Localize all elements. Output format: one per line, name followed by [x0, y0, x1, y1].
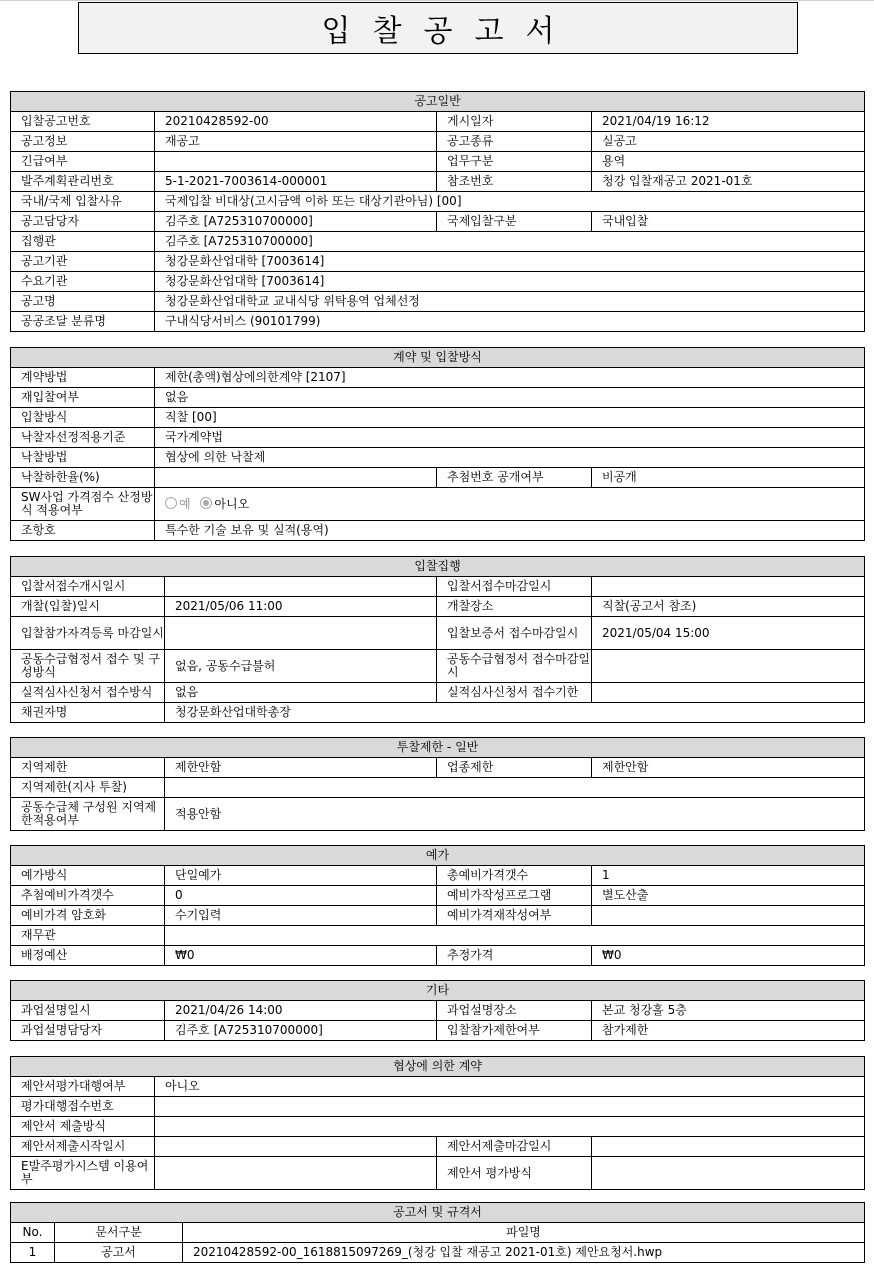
finance-officer — [165, 926, 865, 946]
field-label: 재무관 — [11, 926, 165, 946]
award-method: 협상에 의한 낙찰제 — [155, 448, 865, 468]
field-label: 공공조달 분류명 — [11, 312, 155, 332]
sw-yes-label: 예 — [179, 497, 191, 511]
field-label: 지역제한 — [11, 758, 165, 778]
review-deadline — [592, 683, 865, 703]
budget-table — [10, 845, 865, 966]
field-label: 과업설명담당자 — [11, 1021, 165, 1041]
bond-deadline: 2021/05/04 15:00 — [592, 617, 865, 650]
field-label: 낙찰방법 — [11, 448, 155, 468]
region-restriction: 제한안함 — [165, 758, 437, 778]
field-label: 입찰보증서 접수마감일시 — [437, 617, 592, 650]
agent-number — [155, 1097, 865, 1117]
field-label: 실적심사신청서 접수방식 — [11, 683, 165, 703]
files-table — [10, 1202, 865, 1263]
briefing-datetime: 2021/04/26 14:00 — [165, 1001, 437, 1021]
field-label: 입찰방식 — [11, 408, 155, 428]
joint-deadline — [592, 650, 865, 683]
demand-agency: 청강문화산업대학 [7003614] — [155, 272, 865, 292]
joint-method: 없음, 공동수급불허 — [165, 650, 437, 683]
section-header: 공고서 및 규격서 — [11, 1203, 865, 1223]
section-general — [10, 91, 864, 332]
field-label: 과업설명일시 — [11, 1001, 165, 1021]
field-label: E발주평가시스템 이용여부 — [11, 1157, 155, 1190]
field-label: 추첨번호 공개여부 — [437, 468, 592, 488]
contract-method: 제한(총액)협상에의한계약 [2107] — [155, 368, 865, 388]
file-name-link[interactable]: 20210428592-00_1618815097269_(청강 입찰 재공고 2021-01호) 제안요청서.hwp — [183, 1243, 865, 1263]
industry-restriction: 제한안함 — [592, 758, 865, 778]
price-method: 단일예가 — [165, 866, 437, 886]
field-label: 공고담당자 — [11, 212, 155, 232]
field-label: 게시일자 — [437, 112, 592, 132]
qualification-deadline — [165, 617, 437, 650]
receipt-end — [592, 577, 865, 597]
reference-number: 청강 입찰재공고 2021-01호 — [592, 172, 865, 192]
work-type: 용역 — [592, 152, 865, 172]
file-no: 1 — [11, 1243, 55, 1263]
price-program: 별도산출 — [592, 886, 865, 906]
contract-table — [10, 347, 865, 541]
submit-start — [155, 1137, 437, 1157]
field-label: 공동수급체 구성원 지역제한적용여부 — [11, 798, 165, 831]
field-label: 평가대행접수번호 — [11, 1097, 155, 1117]
field-label: 조항호 — [11, 521, 155, 541]
field-label: 개찰장소 — [437, 597, 592, 617]
field-label: 공고기관 — [11, 252, 155, 272]
field-label: 지역제한(지사 투찰) — [11, 778, 165, 798]
field-label: 입찰참가제한여부 — [437, 1021, 592, 1041]
draw-open: 비공개 — [592, 468, 865, 488]
eval-agent: 아니오 — [155, 1077, 865, 1097]
field-label: 발주계획관리번호 — [11, 172, 155, 192]
notice-info: 재공고 — [155, 132, 437, 152]
field-label: 제안서평가대행여부 — [11, 1077, 155, 1097]
field-label: 공고종류 — [437, 132, 592, 152]
section-header: 예가 — [11, 846, 865, 866]
plan-number: 5-1-2021-7003614-000001 — [155, 172, 437, 192]
notice-number: 20210428592-00 — [155, 112, 437, 132]
field-label: 업무구분 — [437, 152, 592, 172]
price-rewrite — [592, 906, 865, 926]
table-row — [11, 1243, 865, 1263]
field-label: 예가방식 — [11, 866, 165, 886]
page-title: 입찰공고서 — [321, 14, 577, 49]
field-label: 집행관 — [11, 232, 155, 252]
section-contract — [10, 347, 864, 541]
section-files — [10, 1202, 864, 1263]
notice-agency: 청강문화산업대학 [7003614] — [155, 252, 865, 272]
field-label: 제안서 제출방식 — [11, 1117, 155, 1137]
estimated-price: ₩0 — [592, 946, 865, 966]
field-label: 제안서 평가방식 — [437, 1157, 592, 1190]
field-label: 업종제한 — [437, 758, 592, 778]
total-count: 1 — [592, 866, 865, 886]
allocated-budget: ₩0 — [165, 946, 437, 966]
section-header: 기타 — [11, 981, 865, 1001]
post-date: 2021/04/19 16:12 — [592, 112, 865, 132]
section-execution — [10, 556, 864, 723]
column-header: 문서구분 — [55, 1223, 183, 1243]
file-type: 공고서 — [55, 1243, 183, 1263]
price-encryption: 수기입력 — [165, 906, 437, 926]
submit-end — [592, 1137, 865, 1157]
field-label: 국내/국제 입찰사유 — [11, 192, 155, 212]
field-label: 예비가격재작성여부 — [437, 906, 592, 926]
executor: 김주호 [A725310700000] — [155, 232, 865, 252]
eval-method — [592, 1157, 865, 1190]
intl-reason: 국제입찰 비대상(고시금액 이하 또는 대상기관아님) [00] — [155, 192, 865, 212]
section-header: 공고일반 — [11, 92, 865, 112]
joint-region: 적용안함 — [165, 798, 865, 831]
sw-radio-group — [155, 488, 865, 521]
field-label: 공고정보 — [11, 132, 155, 152]
field-label: 개찰(입찰)일시 — [11, 597, 165, 617]
participation-limit: 참가제한 — [592, 1021, 865, 1041]
field-label: 제안서제출시작일시 — [11, 1137, 155, 1157]
field-label: 추정가격 — [437, 946, 592, 966]
creditor-name: 청강문화산업대학총장 — [165, 703, 865, 723]
field-label: 예비가작성프로그램 — [437, 886, 592, 906]
field-label: 추첨예비가격갯수 — [11, 886, 165, 906]
draw-count: 0 — [165, 886, 437, 906]
field-label: 긴급여부 — [11, 152, 155, 172]
clause-value: 특수한 기술 보유 및 실적(용역) — [155, 521, 865, 541]
field-label: 입찰공고번호 — [11, 112, 155, 132]
field-label: 총예비가격갯수 — [437, 866, 592, 886]
field-label: 계약방법 — [11, 368, 155, 388]
field-label: 공고명 — [11, 292, 155, 312]
sw-no-label: 아니오 — [214, 497, 250, 511]
column-header: No. — [11, 1223, 55, 1243]
field-label: 실적심사신청서 접수기한 — [437, 683, 592, 703]
notice-type: 실공고 — [592, 132, 865, 152]
field-label: 채권자명 — [11, 703, 165, 723]
lower-rate — [155, 468, 437, 488]
briefing-manager: 김주호 [A725310700000] — [165, 1021, 437, 1041]
receipt-start — [165, 577, 437, 597]
negotiation-table — [10, 1056, 865, 1190]
selection-criteria: 국가계약법 — [155, 428, 865, 448]
sw-no-radio[interactable] — [200, 497, 212, 509]
general-table — [10, 91, 865, 332]
field-label: 공동수급협정서 접수 및 구성방식 — [11, 650, 165, 683]
field-label: 예비가격 암호화 — [11, 906, 165, 926]
field-label: 입찰서접수개시일시 — [11, 577, 165, 597]
field-label: 국제입찰구분 — [437, 212, 592, 232]
field-label: 과업설명장소 — [437, 1001, 592, 1021]
sw-yes-radio[interactable] — [165, 497, 177, 509]
opening-place: 직찰(공고서 참조) — [592, 597, 865, 617]
bid-method: 직찰 [00] — [155, 408, 865, 428]
notice-name: 청강문화산업대학교 교내식당 위탁용역 업체선정 — [155, 292, 865, 312]
field-label: 배정예산 — [11, 946, 165, 966]
field-label: 참조번호 — [437, 172, 592, 192]
briefing-place: 본교 청강홀 5층 — [592, 1001, 865, 1021]
restriction-table — [10, 737, 865, 831]
intl-type: 국내입찰 — [592, 212, 865, 232]
opening-datetime: 2021/05/06 11:00 — [165, 597, 437, 617]
section-etc — [10, 980, 864, 1041]
section-header: 투찰제한 - 일반 — [11, 738, 865, 758]
notice-manager: 김주호 [A725310700000] — [155, 212, 437, 232]
top-divider — [0, 0, 874, 1]
branch-restriction — [165, 778, 865, 798]
rebid-value: 없음 — [155, 388, 865, 408]
procurement-class: 구내식당서비스 (90101799) — [155, 312, 865, 332]
column-header: 파일명 — [183, 1223, 865, 1243]
section-budget — [10, 845, 864, 966]
execution-table — [10, 556, 865, 723]
page-title-box — [78, 2, 798, 54]
field-label: 입찰참가자격등록 마감일시 — [11, 617, 165, 650]
section-header: 협상에 의한 계약 — [11, 1057, 865, 1077]
field-label: SW사업 가격점수 산정방식 적용여부 — [11, 488, 155, 521]
section-header: 계약 및 입찰방식 — [11, 348, 865, 368]
field-label: 재입찰여부 — [11, 388, 155, 408]
field-label: 낙찰자선정적용기준 — [11, 428, 155, 448]
urgent-value — [155, 152, 437, 172]
field-label: 제안서제출마감일시 — [437, 1137, 592, 1157]
section-header: 입찰집행 — [11, 557, 865, 577]
review-method: 없음 — [165, 683, 437, 703]
section-negotiation — [10, 1056, 864, 1190]
e-system — [155, 1157, 437, 1190]
submit-method — [155, 1117, 865, 1137]
etc-table — [10, 980, 865, 1041]
field-label: 낙찰하한율(%) — [11, 468, 155, 488]
section-restriction — [10, 737, 864, 831]
field-label: 공동수급협정서 접수마감일시 — [437, 650, 592, 683]
field-label: 입찰서접수마감일시 — [437, 577, 592, 597]
field-label: 수요기관 — [11, 272, 155, 292]
